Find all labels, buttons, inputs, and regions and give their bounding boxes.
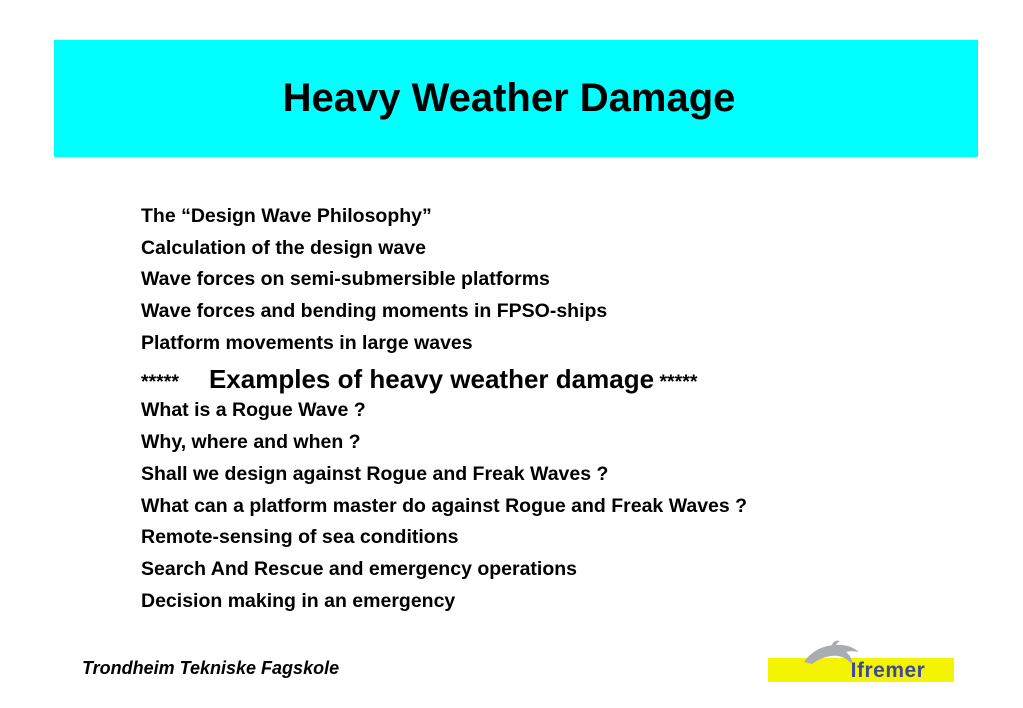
agenda-item: Platform movements in large waves	[141, 331, 473, 354]
agenda-item: Wave forces and bending moments in FPSO-ships	[141, 300, 608, 323]
title-banner	[54, 40, 978, 157]
agenda-item: Calculation of the design wave	[141, 236, 426, 259]
highlight-suffix: *****	[659, 371, 698, 394]
highlight-text: Examples of heavy weather damage	[208, 364, 655, 395]
highlight-prefix: *****	[141, 371, 179, 394]
agenda-item: Shall we design against Rogue and Freak Waves ?	[141, 462, 609, 485]
agenda-item: Wave forces on semi-submersible platforms	[141, 268, 550, 291]
agenda-list	[141, 201, 747, 617]
agenda-item: Remote-sensing of sea conditions	[141, 526, 459, 549]
agenda-item: What can a platform master do against Rogue and Freak Waves ?	[141, 494, 748, 517]
agenda-item: Decision making in an emergency	[141, 589, 456, 612]
agenda-item-highlight	[141, 359, 747, 395]
ifremer-logo	[768, 640, 954, 685]
agenda-item: Search And Rescue and emergency operations	[141, 557, 578, 580]
logo-text: Ifremer	[850, 659, 926, 682]
agenda-item: What is a Rogue Wave ?	[141, 399, 366, 422]
agenda-item: The “Design Wave Philosophy”	[141, 205, 432, 227]
agenda-item: Why, where and when ?	[141, 431, 361, 454]
footer-institution: Trondheim Tekniske Fagskole	[82, 658, 340, 678]
slide-title: Heavy Weather Damage	[282, 76, 736, 120]
